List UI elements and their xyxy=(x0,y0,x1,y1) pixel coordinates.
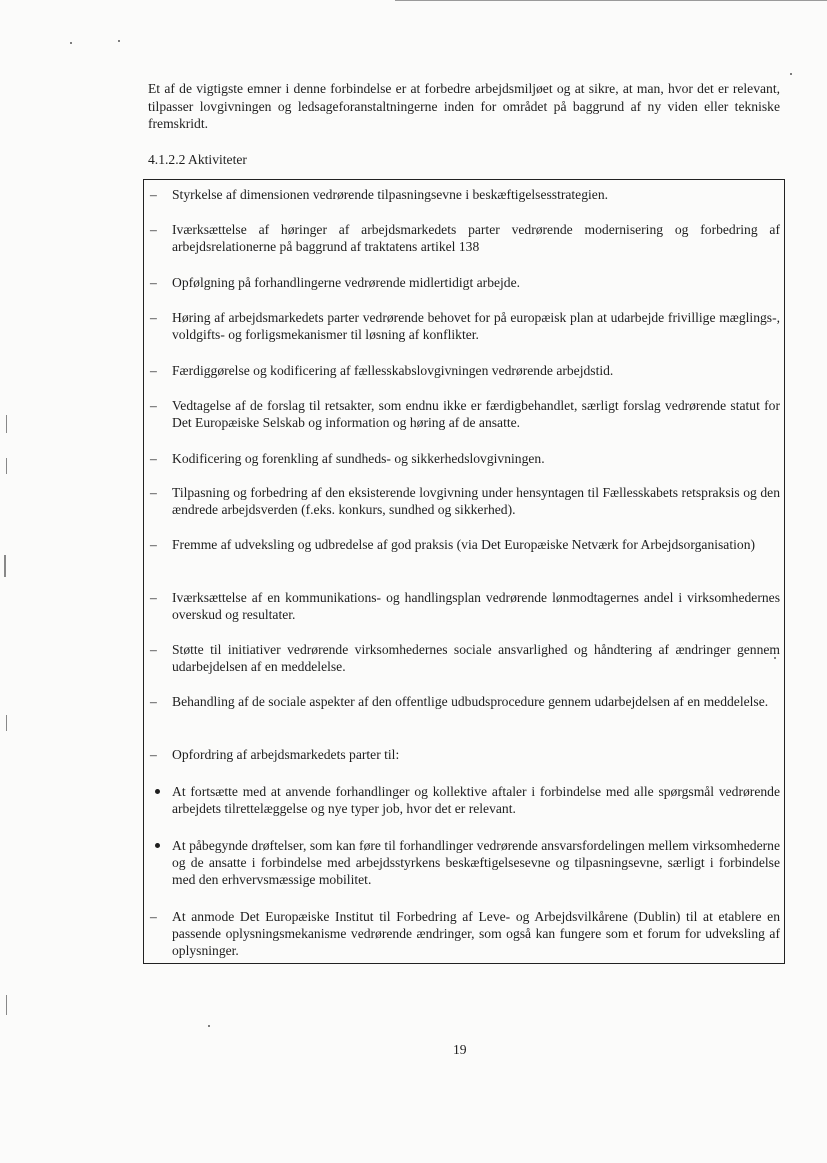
list-item xyxy=(148,783,780,817)
list-item-text: Opfordring af arbejdsmarkedets parter til: xyxy=(172,747,400,762)
section-heading: 4.1.2.2 Aktiviteter xyxy=(148,152,247,167)
dash-marker: – xyxy=(150,222,157,237)
list-item xyxy=(148,908,780,959)
margin-mark xyxy=(6,458,7,474)
dash-marker: – xyxy=(150,694,157,709)
dash-marker: – xyxy=(150,485,157,500)
list-item xyxy=(148,837,780,888)
dash-marker: – xyxy=(150,187,157,202)
dash-marker: – xyxy=(150,909,157,924)
list-item xyxy=(148,309,780,343)
dash-marker: – xyxy=(150,590,157,605)
list-item-text: Kodificering og forenkling af sundheds- og sikkerhedslovgivningen. xyxy=(172,451,545,466)
list-item-text: Høring af arbejdsmarkedets parter vedrørende behovet for på europæisk plan at udarbejde frivillige mæglings-, voldgifts- og forligsmekanismer til løsning af konflikter. xyxy=(172,310,780,342)
list-item xyxy=(148,589,780,623)
list-item-text: Vedtagelse af de forslag til retsakter, som endnu ikke er færdigbehandlet, særligt forslag vedrørende statut for Det Europæiske Selskab og information og høring af de ansatte. xyxy=(172,398,780,430)
list-item-text: Færdiggørelse og kodificering af fællesskabslovgivningen vedrørende arbejdstid. xyxy=(172,363,614,378)
list-item xyxy=(148,484,780,518)
scan-speck xyxy=(774,657,776,659)
list-item-text: Iværksættelse af en kommunikations- og handlingsplan vedrørende lønmodtagernes andel i virksomhedernes overskud og resultater. xyxy=(172,590,780,622)
scan-speck xyxy=(70,42,72,44)
dash-marker: – xyxy=(150,275,157,290)
list-item xyxy=(148,186,780,203)
intro-paragraph: Et af de vigtigste emner i denne forbindelse er at forbedre arbejdsmiljøet og at sikre, at man, hvor det er relevant, tilpasser lovgivningen og ledsageforanstaltningerne inden for området på baggrund af ny viden eller tekniske fremskridt. xyxy=(148,81,780,131)
list-item-text: Fremme af udveksling og udbredelse af god praksis (via Det Europæiske Netværk for Arbejdsorganisation) xyxy=(172,537,756,552)
list-item xyxy=(148,450,780,467)
list-item xyxy=(148,362,780,379)
bullet-dot-icon xyxy=(155,843,160,848)
list-item xyxy=(148,221,780,255)
list-item-text: At fortsætte med at anvende forhandlinger og kollektive aftaler i forbindelse med alle spørgsmål vedrørende arbejdets tilrettelæggelse og nye typer job, hvor det er relevant. xyxy=(172,784,780,816)
dash-marker: – xyxy=(150,398,157,413)
dash-marker: – xyxy=(150,451,157,466)
list-item-text: Støtte til initiativer vedrørende virksomhedernes sociale ansvarlighed og håndtering af ændringer gennem udarbejdelsen af en meddelelse. xyxy=(172,642,780,674)
bullet-dot-icon xyxy=(155,789,160,794)
list-item xyxy=(148,746,780,763)
dash-marker: – xyxy=(150,310,157,325)
top-edge-line xyxy=(395,0,827,1)
dash-marker: – xyxy=(150,363,157,378)
dash-marker: – xyxy=(150,642,157,657)
list-item-text: Styrkelse af dimensionen vedrørende tilpasningsevne i beskæftigelsesstrategien. xyxy=(172,187,609,202)
list-item-text: At anmode Det Europæiske Institut til Forbedring af Leve- og Arbejdsvilkårene (Dublin) til at etablere en passende oplysningsmekanisme vedrørende ændringer, som også kan fungere som et forum for udveksling af oplysninger. xyxy=(172,909,780,958)
list-item xyxy=(148,693,780,710)
margin-mark xyxy=(6,715,7,731)
dash-marker: – xyxy=(150,747,157,762)
list-item xyxy=(148,536,780,553)
list-item-text: Iværksættelse af høringer af arbejdsmarkedets parter vedrørende modernisering og forbedring af arbejdsrelationerne på baggrund af traktatens artikel 138 xyxy=(172,222,780,254)
scan-speck xyxy=(790,73,792,75)
dash-marker: – xyxy=(150,537,157,552)
page-number: 19 xyxy=(453,1042,467,1057)
list-item-text: Opfølgning på forhandlingerne vedrørende midlertidigt arbejde. xyxy=(172,275,521,290)
list-item xyxy=(148,641,780,675)
list-item-text: Tilpasning og forbedring af den eksisterende lovgivning under hensyntagen til Fællesskabets retspraksis og den ændrede arbejdsverden (f.eks. konkurs, sundhed og sikkerhed). xyxy=(172,485,780,517)
scan-speck xyxy=(118,40,120,42)
margin-mark xyxy=(4,555,6,577)
list-item-text: At påbegynde drøftelser, som kan føre til forhandlinger vedrørende ansvarsfordelingen mellem virksomhederne og de ansatte i forbindelse med arbejdsstyrkens beskæftigelsesevne og tilpasningsevne, særligt i forbindelse med den erhvervsmæssige mobilitet. xyxy=(172,838,780,887)
list-item-text: Behandling af de sociale aspekter af den offentlige udbudsprocedure gennem udarbejdelsen af en meddelelse. xyxy=(172,694,769,709)
list-item xyxy=(148,274,780,291)
margin-mark xyxy=(6,415,7,433)
scan-speck xyxy=(208,1025,210,1027)
margin-mark xyxy=(6,995,7,1015)
list-item xyxy=(148,397,780,431)
